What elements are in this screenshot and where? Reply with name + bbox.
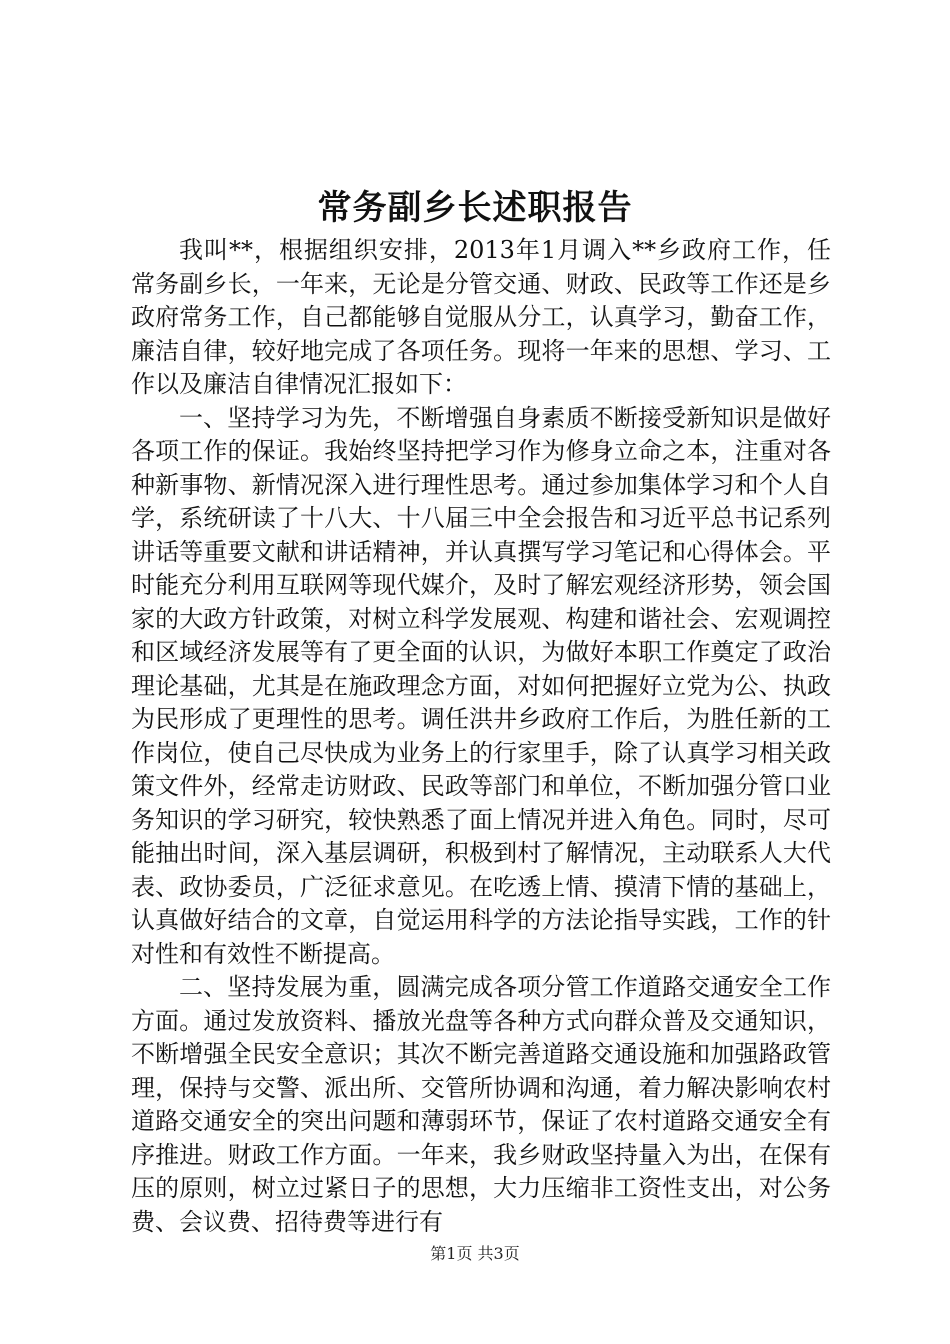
paragraph-section-2: 二、坚持发展为重，圆满完成各项分管工作道路交通安全工作方面。通过发放资料、播放光盘等各种方式向群众普及交通知识，不断增强全民安全意识；其次不断完善道路交通设施和加强路政管理，保持与交警、派出所、交管所协调和沟通，着力解决影响农村道路交通安全的突出问题和薄弱环节，保证了农村道路交通安全有序推进。财政工作方面。一年来，我乡财政坚持量入为出，在保有压的原则，树立过紧日子的思想，大力压缩非工资性支出，对公务费、会议费、招待费等进行有 xyxy=(131,973,831,1236)
paragraph-section-1: 一、坚持学习为先，不断增强自身素质不断接受新知识是做好各项工作的保证。我始终坚持把学习作为修身立命之本，注重对各种新事物、新情况深入进行理性思考。通过参加集体学习和个人自学，系统研读了十八大、十八届三中全会报告和习近平总书记系列讲话等重要文献和讲话精神，并认真撰写学习笔记和心得体会。平时能充分利用互联网等现代媒介，及时了解宏观经济形势，领会国家的大政方针政策，对树立科学发展观、构建和谐社会、宏观调控和区域经济发展等有了更全面的认识，为做好本职工作奠定了政治理论基础，尤其是在施政理念方面，对如何把握好立党为公、执政为民形成了更理性的思考。调任洪井乡政府工作后，为胜任新的工作岗位，使自己尽快成为业务上的行家里手，除了认真学习相关政策文件外，经常走访财政、民政等部门和单位，不断加强分管口业务知识的学习研究，较快熟悉了面上情况并进入角色。同时，尽可能抽出时间，深入基层调研，积极到村了解情况，主动联系人大代表、政协委员，广泛征求意见。在吃透上情、摸清下情的基础上，认真做好结合的文章，自觉运用科学的方法论指导实践，工作的针对性和有效性不断提高。 xyxy=(131,403,831,968)
page-number-footer: 第1页 共3页 xyxy=(430,1244,520,1263)
paragraph-intro: 我叫**，根据组织安排，2013年1月调入**乡政府工作，任常务副乡长，一年来，无论是分管交通、财政、民政等工作还是乡政府常务工作，自己都能够自觉服从分工，认真学习，勤奋工作，廉洁自律，较好地完成了各项任务。现将一年来的思想、学习、工作以及廉洁自律情况汇报如下： xyxy=(131,236,831,398)
document-title: 常务副乡长述职报告 xyxy=(317,188,633,228)
document-body xyxy=(131,234,831,1239)
